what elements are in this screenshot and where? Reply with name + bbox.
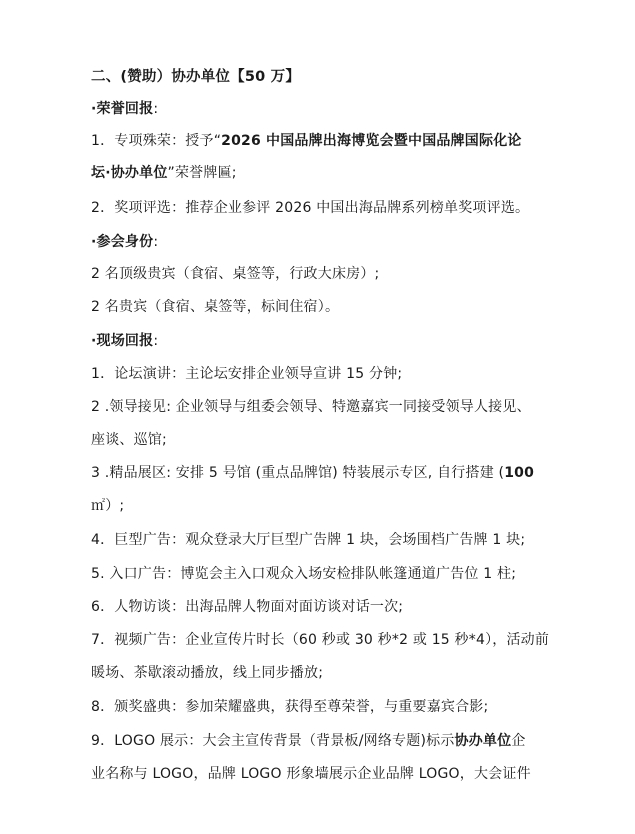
attend-item-1: 2 名顶级贵宾（食宿、桌签等，行政大床房）;: [91, 266, 380, 282]
onsite-item-4: 4．巨型广告：观众登录大厅巨型广告牌 1 块，会场围档广告牌 1 块;: [91, 532, 526, 548]
onsite-item-3-cont: ㎡）;: [91, 498, 125, 514]
onsite-item-3-bold: 100: [504, 465, 535, 481]
onsite-item-2: 2 .领导接见: 企业领导与组委会领导、特邀嘉宾一同接受领导人接见、: [91, 399, 531, 415]
section-title: 二、(赞助）协办单位【50 万】: [91, 69, 301, 85]
attend-item-2: 2 名贵宾（食宿、桌签等，标间住宿）。: [91, 299, 340, 315]
onsite-item-5: 5. 入口广告：博览会主入口观众入场安检排队帐篷通道广告位 1 柱;: [91, 566, 517, 582]
onsite-heading-line: [91, 331, 158, 351]
honor-item-1: [91, 131, 522, 151]
onsite-item-7-cont: 暖场、茶歇滚动播放，线上同步播放;: [91, 665, 324, 681]
onsite-heading: ·现场回报: [91, 333, 154, 349]
onsite-item-9-cont: 业名称与 LOGO，品牌 LOGO 形象墙展示企业品牌 LOGO，大会证件: [91, 766, 531, 782]
onsite-item-8: 8．颁奖盛典：参加荣耀盛典，获得至尊荣誉，与重要嘉宾合影;: [91, 699, 489, 715]
onsite-item-3-text: 3 .精品展区: 安排 5 号馆 (重点品牌馆) 特装展示专区, 自行搭建 (: [91, 465, 505, 481]
honor-item-1-cont-rest: ”荣誉牌匾;: [167, 165, 237, 181]
onsite-item-7: 7．视频广告：企业宣传片时长（60 秒或 30 秒*2 或 15 秒*4），活动前: [91, 632, 550, 648]
honor-item-1-prefix: 1．专项殊荣：授予“: [91, 133, 222, 149]
honor-item-1-cont: [91, 163, 237, 183]
honor-heading: ·荣誉回报: [91, 101, 154, 117]
onsite-item-6: 6．人物访谈：出海品牌人物面对面访谈对话一次;: [91, 599, 404, 615]
onsite-item-1: 1．论坛演讲：主论坛安排企业领导宣讲 15 分钟;: [91, 366, 403, 382]
honor-item-1-bold: 2026 中国品牌出海博览会暨中国品牌国际化论: [221, 133, 522, 149]
onsite-heading-colon: :: [153, 333, 159, 349]
onsite-item-9: [91, 731, 526, 751]
onsite-item-9-bold: 协办单位: [454, 733, 512, 749]
attend-heading-colon: :: [153, 234, 159, 250]
attend-heading: ·参会身份: [91, 234, 154, 250]
honor-item-1-cont-bold: 坛·协办单位: [91, 165, 168, 181]
attend-heading-line: [91, 232, 158, 252]
honor-heading-line: [91, 99, 158, 119]
onsite-item-9-suffix: 企: [511, 733, 526, 749]
onsite-item-2-cont: 座谈、巡馆;: [91, 432, 167, 448]
onsite-item-3: [91, 463, 534, 483]
honor-heading-colon: :: [153, 101, 159, 117]
honor-item-2: 2．奖项评选：推荐企业参评 2026 中国出海品牌系列榜单奖项评选。: [91, 200, 530, 216]
onsite-item-9-prefix: 9．LOGO 展示：大会主宣传背景（背景板/网络专题)标示: [91, 733, 455, 749]
